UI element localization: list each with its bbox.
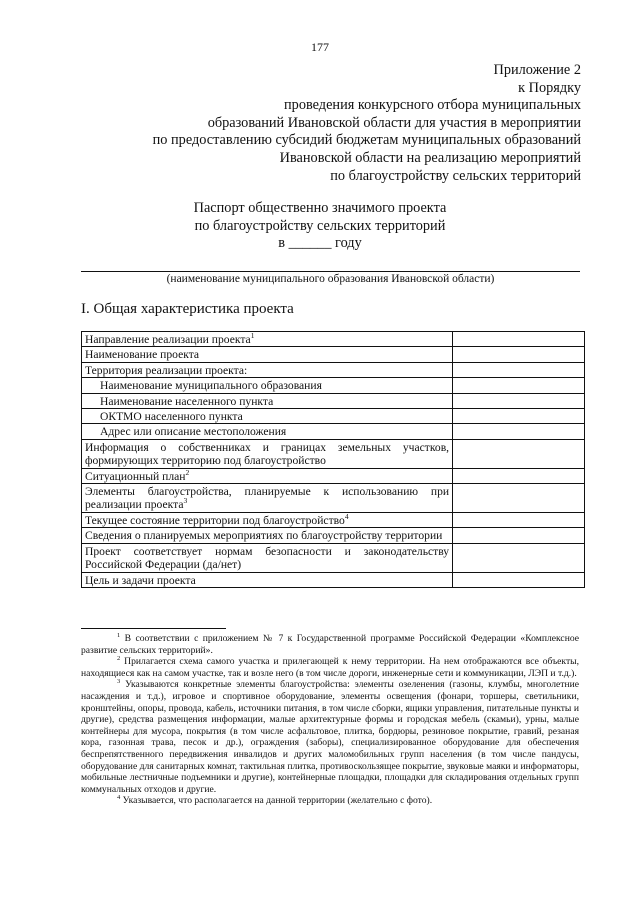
table-row [82,468,585,483]
row-label-text: Ситуационный план [85,469,186,483]
row-label-text: Наименование муниципального образования [100,379,322,393]
row-label [82,424,453,439]
row-label [82,378,453,393]
row-value-cell [453,512,585,527]
row-value-cell [453,362,585,377]
appendix-line: проведения конкурсного отбора муниципальных [284,97,581,114]
project-characteristics-table [81,331,585,588]
table-row [82,378,585,393]
row-label-text: Наименование проекта [85,348,200,362]
appendix-line: образований Ивановской области для участия в мероприятии [207,114,581,131]
row-label-text: Проект соответствует нормам безопасности и законодательству Российской Федерации (да/нет) [85,544,450,572]
section-heading: I. Общая характеристика проекта [81,301,294,317]
row-label [82,468,453,483]
footnote-number: 2 [117,655,121,662]
page-number: 177 [311,40,329,54]
row-value-cell [453,378,585,393]
footnote-number: 1 [117,631,121,639]
row-label [82,362,453,377]
row-label [82,512,453,527]
row-label-text: Цель и задачи проекта [85,573,196,587]
footnote-text: В соответствии с приложением № 7 к Государственной программе Российской Федерации «Комплексное развитие сельских территорий». [81,633,579,656]
title-year-line: в ______ году [278,235,362,251]
row-label-text: Направление реализации проекта [85,333,251,346]
row-label [82,484,453,513]
footnote [81,633,579,656]
table-row [82,543,585,572]
appendix-line: Ивановской области на реализацию мероприятий [279,149,581,166]
title-line: по благоустройству сельских территорий [194,217,446,234]
footnote-ref: 2 [185,467,190,477]
appendix-line: по благоустройству сельских территорий [330,167,581,184]
row-label-text: Территория реализации проекта: [85,363,248,377]
row-value-cell [453,468,585,483]
footnote-text: Указываются конкретные элементы благоустройства: элементы озеленения (газоны, клумбы, многолетние насаждения и т.д.), игровое и спортивное оборудование, элементы освещения (фонари, торшеры, светильники, кронштейны, опоры, провода, кабель, источники питания, в том числе сборки, ящики управления, питательные пункты и другие), средства размещения информации, малые архитектурные формы и городская мебель (скамьи), урны, малые контейнеры для мусора, покрытия (в том числе асфальтовое, плитка, бордюры, резиновое покрытие, гравий, резаная кора, газонная трава, песок и др.), ограждения (заборы), специализированное оборудование для обеспечения беспрепятственного передвижения инвалидов и других маломобильных групп населения (в том числе пандусы, оборудование для санитарных комнат, тактильная плитка, противоскользящее покрытие, звуковые маяки и информаторы, мобильные лестничные подъемники и другие), контейнерные площадки, площадки для складирования отдельных групп коммунальных отходов и другие. [81,679,579,795]
row-label [82,543,453,572]
row-label-text: Элементы благоустройства, планируемые к использованию при реализации проекта [85,485,450,512]
row-value-cell [453,393,585,408]
footnote-separator [81,628,226,629]
table-row [82,409,585,424]
footnote-text: Прилагается схема самого участка и прилегающей к нему территории. На нем отображаются все объекты, находящиеся как на самом участке, так и возле него (в том числе дороги, инженерные сети и коммуникации, ЛЭП и т.д.). [81,656,579,679]
appendix-header [153,62,581,185]
municipality-underline [81,271,580,272]
footnote-ref: 1 [250,331,255,341]
title-line: Паспорт общественно значимого проекта [193,200,447,216]
appendix-line: Приложение 2 [493,62,581,78]
row-value-cell [453,439,585,468]
row-label-text: Текущее состояние территории под благоустройство [85,513,345,527]
row-label [82,332,453,347]
table-row [82,362,585,377]
row-value-cell [453,528,585,543]
row-label-text: Информация о собственниках и границах земельных участков, формирующих территорию под благоустройство [85,440,450,468]
row-label [82,393,453,408]
footnotes [81,633,579,807]
table-body [82,332,585,588]
footnote-ref: 4 [344,512,349,522]
table-row [82,484,585,513]
row-label-text: Адрес или описание местоположения [100,425,287,439]
appendix-line: по предоставлению субсидий бюджетам муниципальных образований [152,132,581,149]
row-label [82,439,453,468]
footnote-number: 3 [117,678,121,686]
municipality-caption: (наименование муниципального образования Ивановской области) [166,273,495,285]
row-label [82,409,453,424]
row-value-cell [453,572,585,587]
table-row [82,332,585,347]
footnote [81,795,579,807]
footnote [81,656,579,679]
row-label-text: ОКТМО населенного пункта [100,410,243,424]
row-value-cell [453,424,585,439]
footnote [81,679,579,795]
document-title [0,200,640,253]
row-value-cell [453,543,585,572]
row-value-cell [453,347,585,362]
table-row [82,439,585,468]
footnote-number: 4 [117,794,121,802]
table-row [82,572,585,587]
table-row [82,512,585,527]
table-row [82,424,585,439]
table-row [82,528,585,543]
row-label-text: Сведения о планируемых мероприятиях по благоустройству территории [85,529,443,543]
row-label [82,528,453,543]
appendix-line: к Порядку [518,79,581,96]
row-value-cell [453,484,585,513]
footnote-text: Указывается, что располагается на данной территории (желательно с фото). [120,795,433,807]
row-label [82,572,453,587]
row-value-cell [453,332,585,347]
footnote-ref: 3 [183,496,188,506]
table-row [82,393,585,408]
table-row [82,347,585,362]
row-label-text: Наименование населенного пункта [100,394,274,408]
row-value-cell [453,409,585,424]
row-label [82,347,453,362]
